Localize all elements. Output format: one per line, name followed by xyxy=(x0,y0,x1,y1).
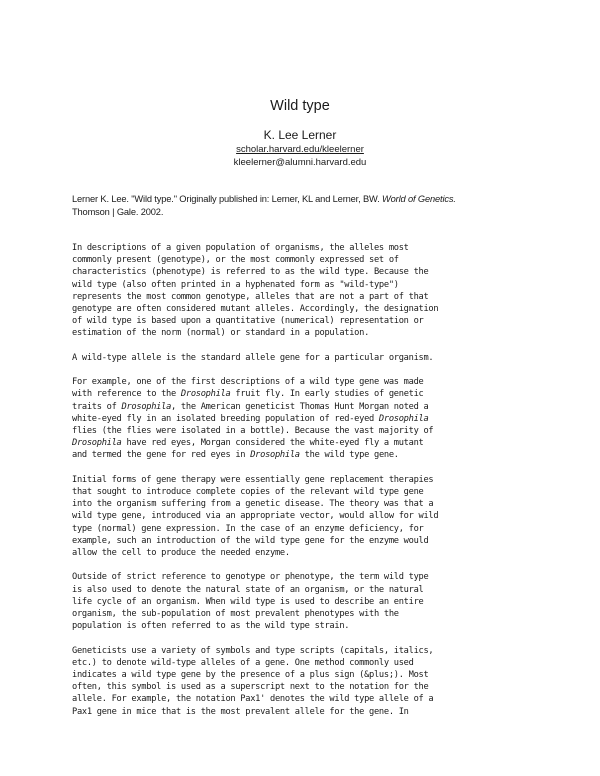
text-run: characteristics (phenotype) is referred to as the wild type. Because the xyxy=(72,267,429,278)
text-line xyxy=(72,254,542,266)
text-run: population is often referred to as the wild type strain. xyxy=(72,621,350,632)
text-run: white-eyed fly in an isolated breeding population of red-eyed xyxy=(72,413,379,424)
text-line xyxy=(72,486,542,498)
text-run: estimation of the norm (normal) or standard in a population. xyxy=(72,328,370,339)
text-run: Initial forms of gene therapy were essentially gene replacement therapies xyxy=(72,474,434,485)
text-run: fruit fly. In early studies of genetic xyxy=(230,389,424,400)
text-run: Geneticists use a variety of symbols and type scripts (capitals, italics, xyxy=(72,645,434,656)
text-run: often, this symbol is used as a superscript next to the notation for the xyxy=(72,682,429,693)
text-line xyxy=(72,413,542,425)
text-run: allow the cell to produce the needed enzyme. xyxy=(72,548,290,559)
text-line xyxy=(72,693,542,705)
citation-journal: World of Genetics. xyxy=(382,194,456,204)
text-run: A wild-type allele is the standard allele gene for a particular organism. xyxy=(72,352,434,363)
text-line xyxy=(72,584,542,596)
text-line xyxy=(72,291,542,303)
text-run: represents the most common genotype, alleles that are not a part of that xyxy=(72,291,429,302)
text-line xyxy=(72,669,542,681)
text-line xyxy=(72,401,542,413)
text-line xyxy=(72,547,542,559)
text-run: wild type (also often printed in a hyphenated form as "wild-type") xyxy=(72,279,399,290)
text-line xyxy=(72,376,542,388)
text-run: into the organism suffering from a genetic disease. The theory was that a xyxy=(72,499,434,510)
text-line xyxy=(72,645,542,657)
text-line xyxy=(72,657,542,669)
italic-term: Drosophila xyxy=(250,450,300,461)
text-run: commonly present (genotype), or the most commonly expressed set of xyxy=(72,255,399,266)
text-line xyxy=(72,706,542,718)
text-run: the wild type gene. xyxy=(299,450,399,461)
text-line xyxy=(72,608,542,620)
text-line xyxy=(72,266,542,278)
body-paragraph xyxy=(72,474,542,559)
text-run: of wild type is based upon a quantitative (numerical) representation or xyxy=(72,316,424,327)
text-run: etc.) to denote wild-type alleles of a gene. One method commonly used xyxy=(72,657,414,668)
text-run: For example, one of the first descriptions of a wild type gene was made xyxy=(72,377,424,388)
text-run: Outside of strict reference to genotype or phenotype, the term wild type xyxy=(72,572,429,583)
text-line xyxy=(72,596,542,608)
body-paragraph xyxy=(72,376,542,461)
text-run: organism, the sub-population of most prevalent phenotypes with the xyxy=(72,609,399,620)
text-line xyxy=(72,681,542,693)
text-run: type (normal) gene expression. In the case of an enzyme deficiency, for xyxy=(72,523,424,534)
text-run: is also used to denote the natural state of an organism, or the natural xyxy=(72,584,424,595)
text-line xyxy=(72,449,542,461)
text-run: and termed the gene for red eyes in xyxy=(72,450,251,461)
citation-prefix: Lerner K. Lee. "Wild type." Originally published in: Lerner, KL and Lerner, BW. xyxy=(72,194,383,204)
italic-term: Drosophila xyxy=(378,413,429,424)
text-line xyxy=(72,242,542,254)
text-run: example, such an introduction of the wild type gene for the enzyme would xyxy=(72,535,429,546)
text-run: traits of xyxy=(72,401,122,412)
author-name: K. Lee Lerner xyxy=(263,128,337,142)
text-line xyxy=(72,315,542,327)
text-line xyxy=(72,535,542,547)
text-run: with reference to the xyxy=(72,389,181,400)
text-run: wild type gene, introduced via an appropriate vector, would allow for wild xyxy=(72,511,439,522)
text-line xyxy=(72,437,542,449)
text-run: genotype are often considered mutant alleles. Accordingly, the designation xyxy=(72,304,439,315)
text-line xyxy=(72,352,542,364)
text-run: allele. For example, the notation Pax1' denotes the wild type allele of a xyxy=(72,694,434,705)
author-contact xyxy=(0,143,600,169)
citation-suffix: Thomson | Gale. 2002. xyxy=(72,207,164,217)
text-line xyxy=(72,571,542,583)
text-run: Pax1 gene in mice that is the most prevalent allele for the gene. In xyxy=(72,706,409,717)
text-line xyxy=(72,620,542,632)
body-paragraph xyxy=(72,352,542,364)
body-text xyxy=(72,242,542,730)
italic-term: Drosophila xyxy=(180,389,231,400)
text-run: , the American geneticist Thomas Hunt Morgan noted a xyxy=(171,401,429,412)
text-run: indicates a wild type gene by the presence of a plus sign (&plus;). Most xyxy=(72,670,429,681)
body-paragraph xyxy=(72,645,542,718)
body-paragraph xyxy=(72,242,542,340)
text-line xyxy=(72,474,542,486)
author-url-link[interactable]: scholar.harvard.edu/kleelerner xyxy=(236,144,364,155)
text-run: life cycle of an organism. When wild type is used to describe an entire xyxy=(72,596,424,607)
text-line xyxy=(72,327,542,339)
text-run: that sought to introduce complete copies of the relevant wild type gene xyxy=(72,487,424,498)
text-line xyxy=(72,510,542,522)
text-line xyxy=(72,425,542,437)
body-paragraph xyxy=(72,571,542,632)
citation xyxy=(72,193,532,219)
text-run: In descriptions of a given population of organisms, the alleles most xyxy=(72,243,409,253)
text-run: flies (the flies were isolated in a bottle). Because the vast majority of xyxy=(72,426,434,437)
italic-term: Drosophila xyxy=(72,438,122,449)
text-line xyxy=(72,388,542,400)
italic-term: Drosophila xyxy=(121,401,172,412)
text-line xyxy=(72,303,542,315)
text-line xyxy=(72,498,542,510)
author-email: kleelerner@alumni.harvard.edu xyxy=(233,157,367,168)
text-line xyxy=(72,279,542,291)
text-line xyxy=(72,523,542,535)
document-title: Wild type xyxy=(270,98,330,114)
text-run: have red eyes, Morgan considered the white-eyed fly a mutant xyxy=(121,438,424,449)
